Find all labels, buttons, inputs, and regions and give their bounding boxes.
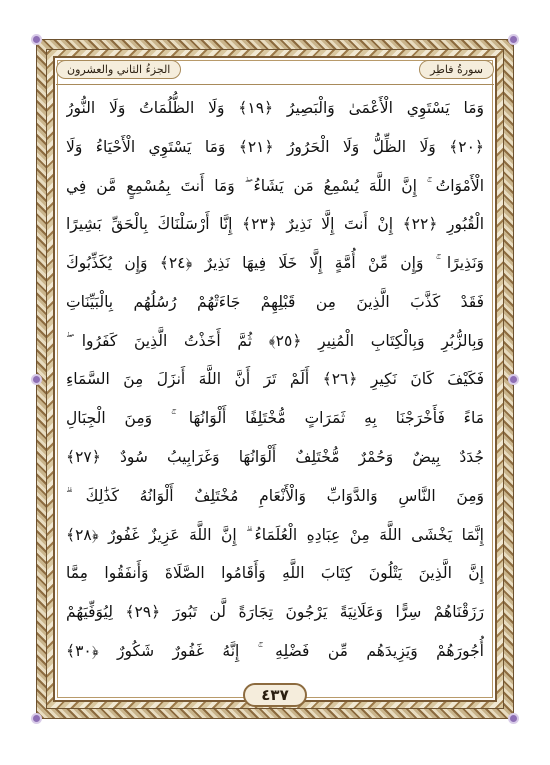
text-line: ﴿٢٠﴾ وَلَا الظِّلُّ وَلَا الْحَرُورُ ﴿٢١﴾ وَمَا يَسْتَوِي الْأَحْيَاءُ وَلَا: [66, 137, 484, 156]
corner-ornament-icon: [33, 715, 40, 722]
text-line: جُدَدٌ بِيضٌ وَحُمْرٌ مُّخْتَلِفٌ أَلْوَانُهَا وَغَرَابِيبُ سُودٌ ﴿٢٧﴾: [66, 448, 484, 467]
corner-ornament-icon: [33, 36, 40, 43]
text-line: أُجُورَهُمْ وَيَزِيدَهُم مِّن فَضْلِهِ ۚ إِنَّهُ غَفُورٌ شَكُورٌ ﴿٣٠﴾: [66, 641, 484, 660]
text-line: وَمِنَ النَّاسِ وَالدَّوَابِّ وَالْأَنْعَامِ مُخْتَلِفٌ أَلْوَانُهُ كَذَٰلِكَ ۗ: [66, 486, 484, 505]
text-line: وَبِالزُّبُرِ وَبِالْكِتَابِ الْمُنِيرِ ﴿٢٥﴾ ثُمَّ أَخَذْتُ الَّذِينَ كَفَرُوا ۖ: [66, 331, 484, 350]
corner-ornament-icon: [510, 36, 517, 43]
surah-name-label: سورةُ فاطِر: [419, 60, 494, 79]
header-divider: [56, 84, 494, 85]
text-line: الْقُبُورِ ﴿٢٢﴾ إِنْ أَنتَ إِلَّا نَذِيرٌ ﴿٢٣﴾ إِنَّا أَرْسَلْنَاكَ بِالْحَقِّ بَشِيرًا: [66, 215, 484, 234]
text-line: رَزَقْنَاهُمْ سِرًّا وَعَلَانِيَةً يَرْجُونَ تِجَارَةً لَّن تَبُورَ ﴿٢٩﴾ لِيُوَفِّيَهُمْ: [66, 603, 484, 622]
page-footer: [0, 683, 550, 707]
text-line: وَنَذِيرًا ۚ وَإِن مِّنْ أُمَّةٍ إِلَّا خَلَا فِيهَا نَذِيرٌ ﴿٢٤﴾ وَإِن يُكَذِّبُوكَ: [66, 254, 484, 273]
text-line: فَكَيْفَ كَانَ نَكِيرِ ﴿٢٦﴾ أَلَمْ تَرَ أَنَّ اللَّهَ أَنزَلَ مِنَ السَّمَاءِ: [66, 370, 484, 389]
page-number: ٤٣٧: [243, 683, 306, 707]
corner-ornament-icon: [510, 715, 517, 722]
page-header: [56, 57, 494, 81]
text-line: إِنَّمَا يَخْشَى اللَّهَ مِنْ عِبَادِهِ الْعُلَمَاءُ ۗ إِنَّ اللَّهَ عَزِيزٌ غَفُورٌ ﴿٢٨﴾: [66, 525, 484, 544]
text-line: وَمَا يَسْتَوِي الْأَعْمَىٰ وَالْبَصِيرُ ﴿١٩﴾ وَلَا الظُّلُمَاتُ وَلَا النُّورُ: [66, 99, 484, 117]
text-line: مَاءً فَأَخْرَجْنَا بِهِ ثَمَرَاتٍ مُّخْتَلِفًا أَلْوَانُهَا ۚ وَمِنَ الْجِبَالِ: [66, 409, 484, 428]
text-line: الْأَمْوَاتُ ۚ إِنَّ اللَّهَ يُسْمِعُ مَن يَشَاءُ ۖ وَمَا أَنتَ بِمُسْمِعٍ مَّن فِي: [66, 176, 484, 195]
side-ornament-icon: [33, 376, 40, 383]
text-line: إِنَّ الَّذِينَ يَتْلُونَ كِتَابَ اللَّهِ وَأَقَامُوا الصَّلَاةَ وَأَنفَقُوا مِمَّا: [66, 564, 484, 583]
verse-text-block: [66, 90, 484, 670]
text-line: فَقَدْ كَذَّبَ الَّذِينَ مِن قَبْلِهِمْ جَاءَتْهُمْ رُسُلُهُم بِالْبَيِّنَاتِ: [66, 292, 484, 311]
side-ornament-icon: [510, 376, 517, 383]
juz-label: الجزءُ الثاني والعشرون: [56, 60, 181, 79]
